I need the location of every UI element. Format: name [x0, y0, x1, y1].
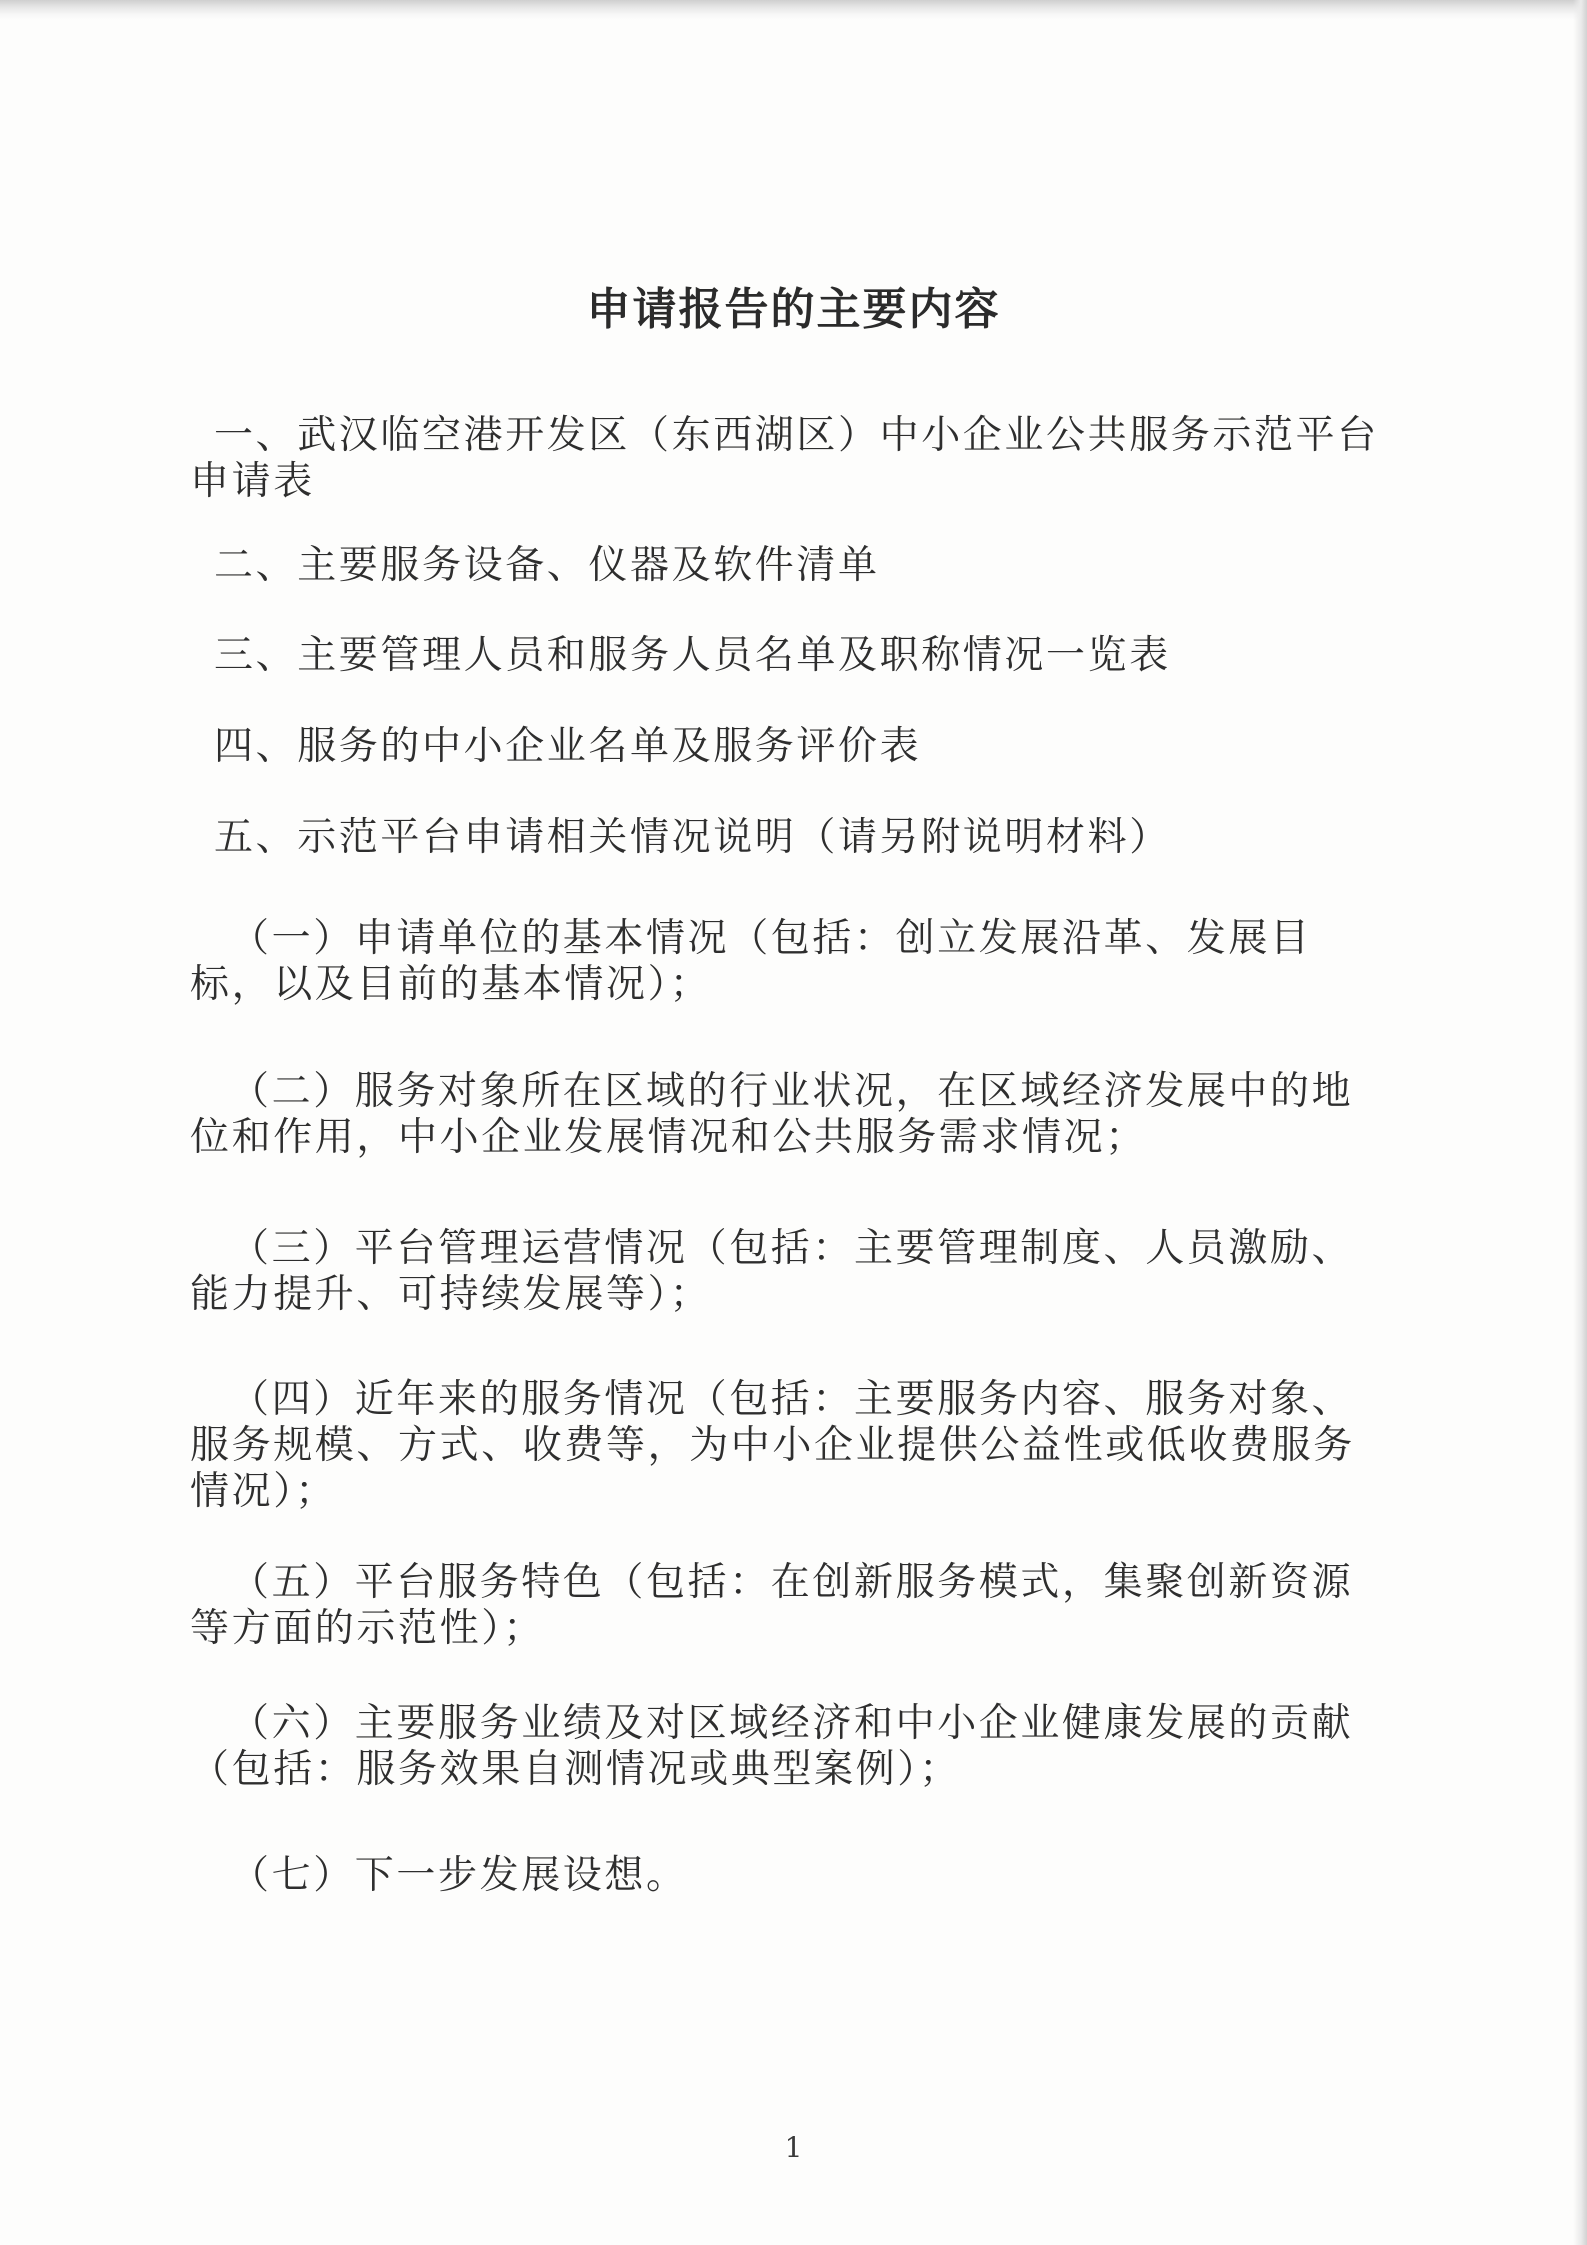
- scan-top-edge: [0, 0, 1587, 20]
- sub-item-5: （五）平台服务特色（包括：在创新服务模式，集聚创新资源等方面的示范性）；: [190, 1560, 1354, 1651]
- page-number: 1: [784, 2131, 803, 2164]
- sub-item-7: （七）下一步发展设想。: [230, 1853, 688, 1898]
- section-item-5: 五、示范平台申请相关情况说明（请另附说明材料）: [214, 815, 1171, 860]
- sub-item-1: （一）申请单位的基本情况（包括：创立发展沿革、发展目标，以及目前的基本情况）；: [190, 916, 1312, 1007]
- section-item-2: 二、主要服务设备、仪器及软件清单: [214, 543, 880, 588]
- section-item-4: 四、服务的中小企业名单及服务评价表: [214, 724, 922, 769]
- section-item-3: 三、主要管理人员和服务人员名单及职称情况一览表: [214, 633, 1171, 678]
- sub-item-4: （四）近年来的服务情况（包括：主要服务内容、服务对象、服务规模、方式、收费等，为中小企业提供公益性或低收费服务情况）；: [190, 1377, 1355, 1514]
- sub-item-2: （二）服务对象所在区域的行业状况，在区域经济发展中的地位和作用，中小企业发展情况和公共服务需求情况；: [190, 1069, 1354, 1160]
- document-title: 申请报告的主要内容: [586, 284, 1001, 335]
- sub-item-3: （三）平台管理运营情况（包括：主要管理制度、人员激励、能力提升、可持续发展等）；: [190, 1226, 1354, 1317]
- sub-item-6: （六）主要服务业绩及对区域经济和中小企业健康发展的贡献（包括：服务效果自测情况或典型案例）；: [190, 1701, 1354, 1792]
- section-item-1: 一、武汉临空港开发区（东西湖区）中小企业公共服务示范平台申请表: [190, 413, 1379, 504]
